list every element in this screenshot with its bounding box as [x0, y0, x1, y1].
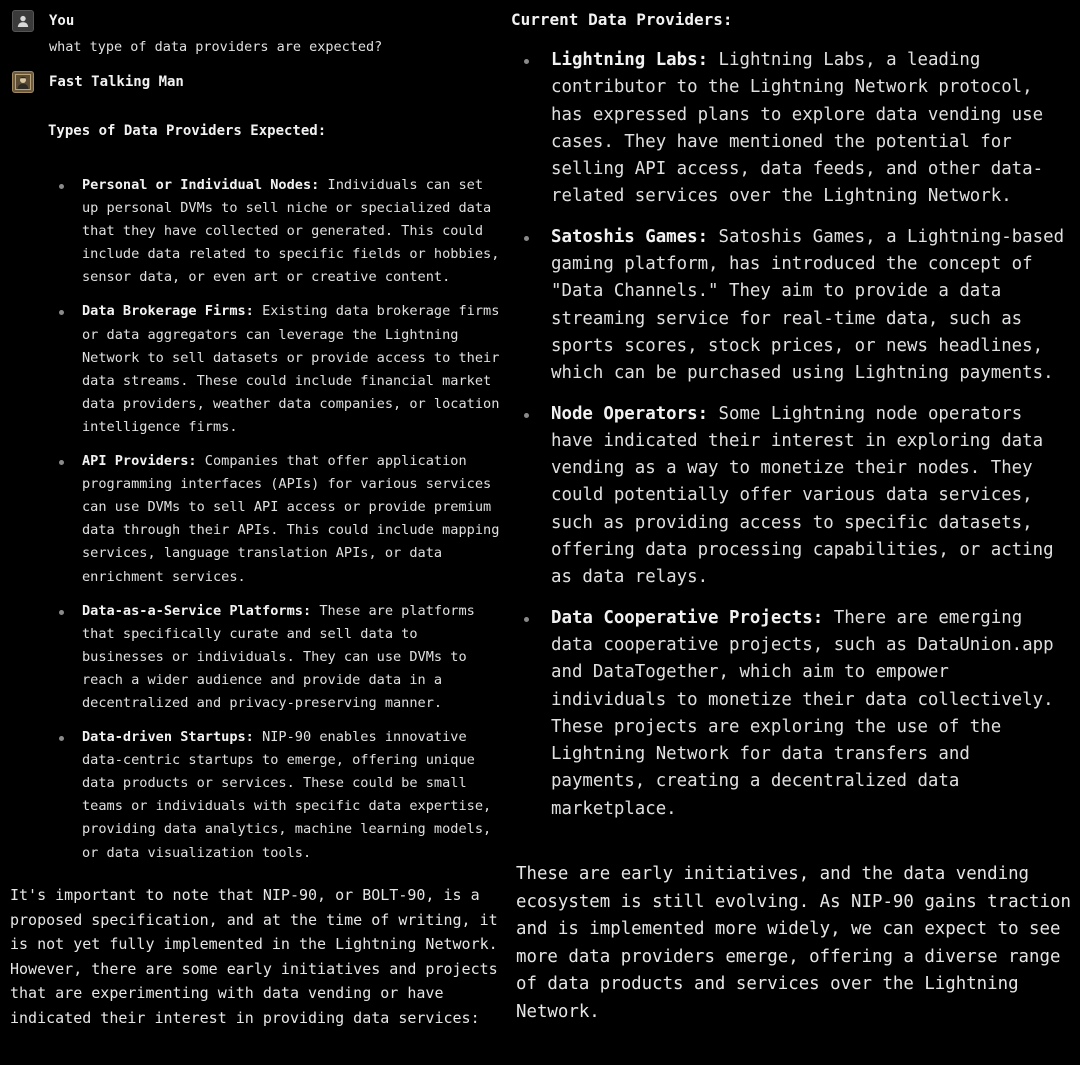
- list-item-title: Data Brokerage Firms:: [82, 303, 254, 320]
- list-item-title: Personal or Individual Nodes:: [82, 177, 320, 193]
- assistant-message-header: [12, 71, 184, 93]
- list-item-text: Companies that offer application programming interfaces (APIs) for various services can use DVMs to sell API access or provide premium data through their APIs. This could include mapping services, language translation APIs, or data enrichment services.: [82, 453, 500, 585]
- user-silhouette-icon: [12, 10, 34, 32]
- list-item-title: API Providers:: [82, 453, 197, 470]
- list-item: [521, 605, 1073, 823]
- list-item: [521, 224, 1073, 388]
- current-providers-heading: Current Data Providers:: [511, 10, 733, 29]
- list-item-text: NIP-90 enables innovative data-centric startups to emerge, offering unique data products or services. These could be small teams or individuals with specific data expertise, providing data analytics, machine learning models, or data visualization tools.: [82, 729, 492, 861]
- list-item-title: Satoshis Games:: [551, 226, 709, 247]
- list-item-text: Individuals can set up personal DVMs to sell niche or specialized data that they have collected or generated. This could include data related to specific fields or hobbies, sensor data, or even art or creative content.: [82, 177, 500, 286]
- list-item: [57, 174, 502, 289]
- list-item-text: These are platforms that specifically curate and sell data to businesses or individuals. They can use DVMs to reach a wider audience and provide data in a decentralized and privacy-preserving manner.: [82, 602, 475, 711]
- user-name: You: [49, 13, 75, 29]
- list-item-title: Lightning Labs:: [551, 50, 709, 70]
- list-item-title: Data-as-a-Service Platforms:: [82, 602, 312, 619]
- list-item: [57, 600, 502, 715]
- list-item: [521, 47, 1073, 211]
- portrait-icon: [12, 71, 34, 93]
- user-message-text: what type of data providers are expected?: [49, 39, 383, 55]
- list-item-text: Satoshis Games, a Lightning-based gaming platform, has introduced the concept of "Data Channels." They aim to provide a data streaming service for real-time data, such as sports scores, stock prices, or news headlines, which can be purchased using Lightning payments.: [551, 226, 1065, 384]
- list-item-title: Data Cooperative Projects:: [551, 607, 824, 628]
- left-closing-paragraph: It's important to note that NIP-90, or BOLT-90, is a proposed specification, and at the time of writing, it is not yet fully implemented in the Lightning Network. However, there are some early initiatives and projects that are experimenting with data vending or have indicated their interest in providing data services:: [10, 886, 498, 1027]
- list-item-text: Lightning Labs, a leading contributor to the Lightning Network protocol, has expressed plans to explore data vending use cases. They have mentioned the potential for selling API access, data feeds, and other data-related services over the Lightning Network.: [551, 50, 1044, 207]
- list-item-text: Some Lightning node operators have indicated their interest in exploring data vending as a way to monetize their nodes. They could potentially offer various data services, such as providing access to specific datasets, offering data processing capabilities, or acting as data relays.: [551, 403, 1054, 588]
- list-item-title: Node Operators:: [551, 403, 709, 424]
- current-providers-list: [521, 47, 1073, 836]
- types-heading: Types of Data Providers Expected:: [48, 123, 327, 139]
- chat-column-left: [0, 0, 505, 1065]
- list-item: [57, 450, 502, 589]
- list-item: [57, 300, 502, 439]
- list-item: [521, 401, 1073, 592]
- user-message-header: [12, 10, 74, 32]
- types-list: [57, 174, 502, 876]
- list-item-text: There are emerging data cooperative projects, such as DataUnion.app and DataTogether, which aim to empower individuals to monetize their data collectively. These projects are exploring the use of the Lightning Network for data transfers and payments, creating a decentralized data marketplace.: [551, 607, 1054, 819]
- chat-column-right: [505, 0, 1080, 1065]
- assistant-name: Fast Talking Man: [49, 74, 184, 90]
- list-item-title: Data-driven Startups:: [82, 729, 254, 746]
- right-closing-paragraph: These are early initiatives, and the data vending ecosystem is still evolving. As NIP-90 gains traction and is implemented more widely, we can expect to see more data providers emerge, offering a diverse range of data products and services over the Lightning Network.: [516, 864, 1071, 1022]
- list-item-text: Existing data brokerage firms or data aggregators can leverage the Lightning Network to sell datasets or provide access to their data streams. These could include financial market data providers, weather data companies, or location intelligence firms.: [82, 303, 500, 435]
- list-item: [57, 726, 502, 865]
